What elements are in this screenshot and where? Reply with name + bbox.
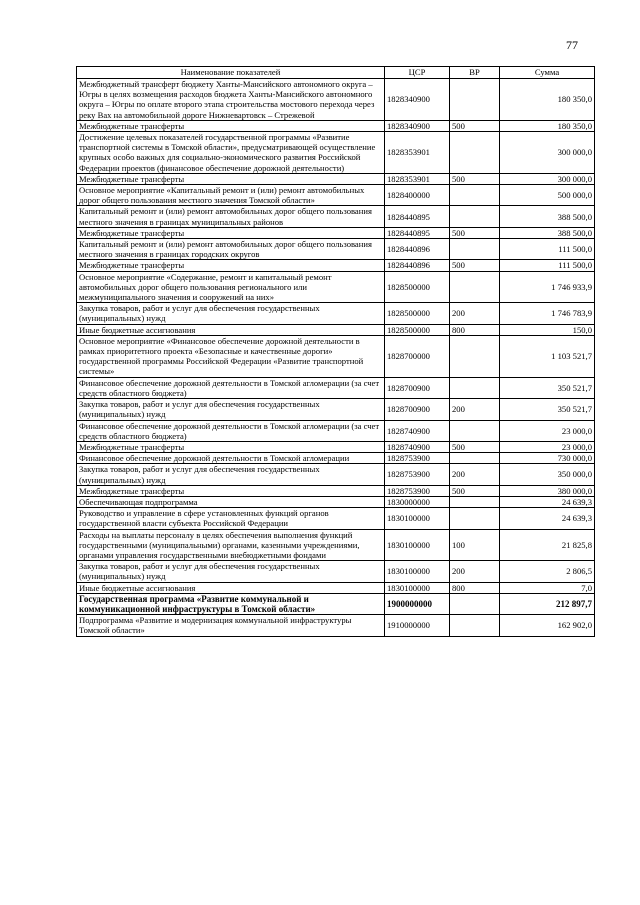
cell-name: Основное мероприятие «Финансовое обеспечение дорожной деятельности в рамках приоритетного проекта «Безопасные и качественные дороги» государственной программы Российской Федерации «Развитие транспортной системы» [77,335,385,377]
cell-name: Финансовое обеспечение дорожной деятельности в Томской агломерации [77,453,385,464]
cell-name: Межбюджетные трансферты [77,120,385,131]
table-row [77,303,595,324]
table-row [77,173,595,184]
table-row [77,227,595,238]
cell-sum: 380 000,0 [500,485,595,496]
table-row [77,464,595,485]
cell-vr: 500 [450,441,500,452]
budget-table [76,66,595,637]
cell-csr: 1828500000 [385,324,450,335]
cell-csr: 1828440895 [385,227,450,238]
table-row [77,615,595,636]
cell-sum: 1 746 783,9 [500,303,595,324]
cell-csr: 1828700900 [385,399,450,420]
cell-vr [450,335,500,377]
cell-name: Финансовое обеспечение дорожной деятельности в Томской агломерации (за счет средств областного бюджета) [77,420,385,441]
cell-vr: 200 [450,464,500,485]
cell-vr [450,377,500,398]
cell-sum: 7,0 [500,582,595,593]
cell-vr [450,132,500,174]
cell-sum: 111 500,0 [500,239,595,260]
cell-sum: 24 639,3 [500,508,595,529]
table-row [77,561,595,582]
cell-csr: 1830100000 [385,561,450,582]
cell-name: Основное мероприятие «Капитальный ремонт и (или) ремонт автомобильных дорог общего пользования местного значения Томской области» [77,185,385,206]
cell-csr: 1828500000 [385,271,450,303]
cell-csr: 1828353901 [385,173,450,184]
cell-name: Закупка товаров, работ и услуг для обеспечения государственных (муниципальных) нужд [77,464,385,485]
cell-name: Закупка товаров, работ и услуг для обеспечения государственных (муниципальных) нужд [77,399,385,420]
cell-vr [450,508,500,529]
cell-sum: 212 897,7 [500,593,595,614]
table-row [77,260,595,271]
cell-sum: 730 000,0 [500,453,595,464]
cell-csr: 1828353901 [385,132,450,174]
cell-name: Межбюджетные трансферты [77,227,385,238]
table-header-row [77,67,595,79]
table-row [77,377,595,398]
cell-name: Закупка товаров, работ и услуг для обеспечения государственных (муниципальных) нужд [77,561,385,582]
table-row [77,593,595,614]
cell-csr: 1828340900 [385,120,450,131]
table-body [77,79,595,637]
cell-csr: 1828500000 [385,303,450,324]
cell-csr: 1828440896 [385,260,450,271]
cell-csr: 1830000000 [385,496,450,507]
cell-sum: 111 500,0 [500,260,595,271]
table-row [77,271,595,303]
cell-sum: 180 350,0 [500,120,595,131]
cell-name: Межбюджетные трансферты [77,441,385,452]
cell-sum: 24 639,3 [500,496,595,507]
header-csr: ЦСР [385,67,450,79]
page-number: 77 [566,38,578,52]
cell-name: Подпрограмма «Развитие и модернизация коммунальной инфраструктуры Томской области» [77,615,385,636]
cell-sum: 21 825,8 [500,529,595,561]
cell-sum: 180 350,0 [500,79,595,121]
cell-sum: 162 902,0 [500,615,595,636]
cell-vr [450,453,500,464]
cell-name: Закупка товаров, работ и услуг для обеспечения государственных (муниципальных) нужд [77,303,385,324]
cell-sum: 150,0 [500,324,595,335]
cell-vr [450,496,500,507]
cell-csr: 1828753900 [385,485,450,496]
cell-name: Иные бюджетные ассигнования [77,324,385,335]
cell-csr: 1830100000 [385,529,450,561]
cell-vr: 800 [450,582,500,593]
cell-vr [450,615,500,636]
cell-csr: 1830100000 [385,508,450,529]
cell-csr: 1828400000 [385,185,450,206]
cell-vr [450,420,500,441]
cell-csr: 1828440895 [385,206,450,227]
table-row [77,529,595,561]
cell-vr: 100 [450,529,500,561]
cell-name: Руководство и управление в сфере установленных функций органов государственной власти субъекта Российской Федерации [77,508,385,529]
cell-sum: 388 500,0 [500,227,595,238]
cell-vr: 200 [450,561,500,582]
table-row [77,582,595,593]
cell-csr: 1828740900 [385,441,450,452]
cell-sum: 350 521,7 [500,377,595,398]
cell-vr: 800 [450,324,500,335]
cell-name: Расходы на выплаты персоналу в целях обеспечения выполнения функций государственными (муниципальными) органами, казенными учреждениями, органами управления государственными внебюджетными фондами [77,529,385,561]
table-row [77,441,595,452]
cell-sum: 1 103 521,7 [500,335,595,377]
cell-vr [450,271,500,303]
table-row [77,239,595,260]
table-row [77,508,595,529]
cell-sum: 350 521,7 [500,399,595,420]
cell-name: Межбюджетный трансферт бюджету Ханты-Мансийского автономного округа – Югры в целях возмещения расходов бюджета Ханты-Мансийского автономного округа – Югры по оплате второго этапа строительства мостового перехода через реку Вах на автомобильной дороге Нижневартовск – Стрежевой [77,79,385,121]
cell-vr [450,593,500,614]
cell-name: Капитальный ремонт и (или) ремонт автомобильных дорог общего пользования местного значения в границах муниципальных районов [77,206,385,227]
cell-vr: 500 [450,173,500,184]
cell-csr: 1828740900 [385,420,450,441]
cell-sum: 350 000,0 [500,464,595,485]
cell-vr: 200 [450,303,500,324]
cell-sum: 2 806,5 [500,561,595,582]
table-row [77,453,595,464]
cell-csr: 1828753900 [385,464,450,485]
cell-csr: 1828753900 [385,453,450,464]
cell-vr: 500 [450,120,500,131]
cell-csr: 1830100000 [385,582,450,593]
cell-csr: 1910000000 [385,615,450,636]
cell-sum: 23 000,0 [500,441,595,452]
table-row [77,335,595,377]
cell-vr: 500 [450,260,500,271]
cell-name: Иные бюджетные ассигнования [77,582,385,593]
header-name: Наименование показателей [77,67,385,79]
cell-csr: 1828440896 [385,239,450,260]
cell-vr: 500 [450,485,500,496]
cell-sum: 300 000,0 [500,132,595,174]
cell-name: Финансовое обеспечение дорожной деятельности в Томской агломерации (за счет средств областного бюджета) [77,377,385,398]
cell-name: Обеспечивающая подпрограмма [77,496,385,507]
table-row [77,324,595,335]
cell-name: Государственная программа «Развитие коммунальной и коммуникационной инфраструктуры в Томской области» [77,593,385,614]
cell-name: Капитальный ремонт и (или) ремонт автомобильных дорог общего пользования местного значения в границах городских округов [77,239,385,260]
cell-sum: 23 000,0 [500,420,595,441]
cell-sum: 388 500,0 [500,206,595,227]
table-row [77,496,595,507]
cell-name: Межбюджетные трансферты [77,485,385,496]
cell-vr [450,239,500,260]
cell-csr: 1828340900 [385,79,450,121]
table-row [77,185,595,206]
table-row [77,420,595,441]
cell-name: Достижение целевых показателей государственной программы «Развитие транспортной системы в Томской области», предусматривающей осуществление крупных особо важных для социально-экономического развития Российской Федерации проектов (финансовое обеспечение дорожной деятельности) [77,132,385,174]
header-sum: Сумма [500,67,595,79]
cell-csr: 1900000000 [385,593,450,614]
table-row [77,120,595,131]
cell-vr [450,79,500,121]
table-row [77,132,595,174]
cell-csr: 1828700000 [385,335,450,377]
cell-vr [450,185,500,206]
cell-vr: 200 [450,399,500,420]
table-row [77,79,595,121]
cell-name: Межбюджетные трансферты [77,260,385,271]
table-row [77,206,595,227]
cell-sum: 300 000,0 [500,173,595,184]
cell-sum: 500 000,0 [500,185,595,206]
table-row [77,399,595,420]
cell-name: Межбюджетные трансферты [77,173,385,184]
cell-vr: 500 [450,227,500,238]
cell-csr: 1828700900 [385,377,450,398]
table-row [77,485,595,496]
cell-vr [450,206,500,227]
header-vr: ВР [450,67,500,79]
cell-sum: 1 746 933,9 [500,271,595,303]
cell-name: Основное мероприятие «Содержание, ремонт и капитальный ремонт автомобильных дорог общего пользования регионального или межмуниципального значения и сооружений на них» [77,271,385,303]
